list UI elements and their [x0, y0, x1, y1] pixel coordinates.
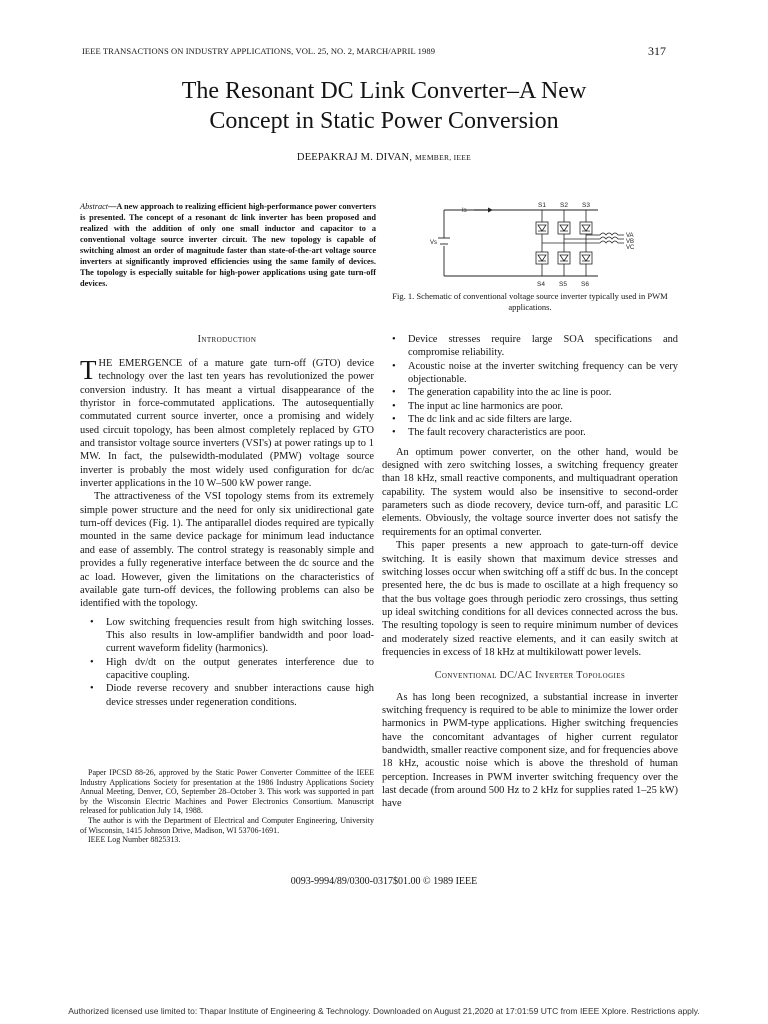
copyright-line: 0093-9994/89/0300-0317$01.00 © 1989 IEEE [290, 876, 478, 887]
footnote-author-affiliation: The author is with the Department of Electrical and Computer Engineering, University of Wisconsin, 1415 Johnson Drive, Madison, WI 53706-1691. [80, 815, 374, 835]
vsi-schematic-figure [430, 200, 640, 292]
abstract [80, 201, 376, 289]
drop-cap: T [80, 355, 97, 385]
paper-title [0, 76, 768, 136]
switch-label-s4: S4 [537, 281, 545, 288]
switch-label-s5: S5 [559, 281, 567, 288]
output-label-vb: VB [626, 239, 635, 245]
intro-body [80, 357, 374, 709]
optimum-converter-paragraph: An optimum power converter, on the other hand, would be designed with zero switching losses, a switching frequency greater than 18 kHz, small reactive components, and multiquadrant operation capability. The system would also be insensitive to second-order parameters such as diode recovery, device turn-off, and parasitic LC elements. Obviously, the voltage source inverter does not satisfy the requirements for an optimal converter. [382, 446, 678, 538]
left-column [80, 334, 374, 709]
list-item: • High dv/dt on the output generates interference due to capacitive coupling. [90, 656, 374, 681]
license-notice: Authorized licensed use limited to: Thapar Institute of Engineering & Technology. Downloaded on August 21,2020 at 17:01:59 UTC from IEEE Xplore. Restrictions apply. [68, 1006, 700, 1016]
introduction-heading: Introduction [197, 334, 257, 345]
list-item: • The generation capability into the ac line is poor. [392, 387, 612, 399]
footnote-log-number: IEEE Log Number 8825313. [88, 835, 181, 845]
bullet-icon: • [392, 360, 396, 372]
switch-label-s2: S2 [560, 202, 568, 209]
list-item: • Diode reverse recovery and snubber interactions cause high device stresses under regeneration conditions. [90, 683, 374, 708]
list-item: • The dc link and ac side filters are large. [392, 414, 572, 426]
title-line-2: Concept in Static Power Conversion [209, 108, 559, 134]
topologies-paragraph: As has long been recognized, a substantial increase in inverter switching frequency is required to be able to minimize the lower order harmonics in PWM-type applications. Higher switching frequencies have the concomitant advantages of higher current regulator bandwidth, smaller reactive component size, and for frequencies above 18 kHz, acoustic noise which is above the threshold of human perception. Increases in PWM inverter switching frequency over the last decade (from around 500 Hz to 2 kHz for supplies rated 1–25 kW) have [382, 691, 678, 810]
abstract-label: Abstract [80, 202, 109, 211]
author-membership: MEMBER, IEEE [414, 153, 472, 162]
bullet-icon: • [90, 616, 94, 628]
author-line [0, 152, 768, 163]
new-approach-paragraph: This paper presents a new approach to gate-turn-off device switching. It is easily shown that maximum device stresses and switching losses occur when switching off a stiff dc bus. In the concept presented here, the dc bus is made to oscillate at a high frequency so that the bus voltage goes through periodic zero crossings, thus setting up ideal switching conditions for all devices connected across the bus. The resulting topology is seen to require minimum number of devices and moderately sized reactive elements, and it can easily switch at frequencies in excess of 18 kHz at multikilowatt power levels. [382, 540, 678, 658]
bullet-icon: • [392, 334, 396, 345]
bullet-icon: • [392, 387, 396, 399]
output-label-va: VA [626, 233, 634, 239]
abstract-text: —A new approach to realizing efficient high-performance power converters is presented. The concept of a resonant dc link inverter has been proposed and realized with the addition of only one small inductor and capacitor to a conventional voltage source inverter circuit. The new topology is capable of switching almost an order of magnitude faster than state-of-the-art voltage source inverters at significantly improved efficiencies using the same family of devices. The topology is especially suitable for high-power applications using gate turn-off devices. [80, 202, 376, 288]
list-item: • Acoustic noise at the inverter switching frequency can be very objectionable. [392, 360, 678, 386]
footnote-paper-info: Paper IPCSD 88-26, approved by the Static Power Converter Committee of the IEEE Industry Applications Society for presentation at the 1986 Industry Applications Society Annual Meeting, Denver, CO, September 28–October 3. This work was supported in part by the Wisconsin Electric Machines and Power Electronics Consortium. Manuscript released for publication July 14, 1988. [80, 768, 374, 816]
list-item: • The input ac line harmonics are poor. [392, 400, 563, 412]
problem-list [80, 616, 374, 709]
figure-label-vs: Vs [430, 240, 438, 246]
switch-label-s6: S6 [581, 281, 589, 288]
intro-paragraph-2: The attractiveness of the VSI topology stems from its extremely simple power structure and the need for only six unidirectional gate turn-off devices (Fig. 1). The antiparallel diodes required are typically mounted in the same device package for minimum lead inductance and ease of assembly. The control strategy is reasonably simple and provides a fully regenerative interface between the dc source and the ac load. However, given the limitations on the characteristics of available gate turn-off devices, the following problems can also be identified with the topology. [80, 491, 374, 610]
problem-list-continued [382, 333, 678, 440]
bullet-icon: • [90, 683, 94, 695]
list-item: • Device stresses require large SOA specifications and compromise reliability. [392, 334, 678, 359]
switch-label-s3: S3 [582, 202, 590, 209]
figure-label-is: Is [462, 208, 467, 214]
footnotes [80, 768, 374, 845]
title-line-1: The Resonant DC Link Converter–A New [181, 78, 587, 104]
bullet-icon: • [392, 427, 396, 439]
intro-paragraph-1: THE EMERGENCE of a mature gate turn-off (GTO) device technology over the last ten years has revolutionized the power conversion industry. It has meant a virtual disappearance of the thyristor in force-commutated applications. The autosequentially commutated current source inverter, once a promising and widely used circuit topology, has been almost completely replaced by GTO and transistor voltage source inverters (VSI's) at power ratings up to 1 MW. In fact, the pulsewidth-modulated (PMW) voltage source inverter is probably the most widely used configuration for dc/ac inverter applications in the 10 W–500 kW power range. [80, 355, 374, 490]
author-name: DEEPAKRAJ M. DIVAN, [296, 152, 413, 163]
switch-label-s1: S1 [538, 202, 546, 209]
conventional-topologies-heading: Conventional DC/AC Inverter Topologies [434, 670, 626, 682]
figure-caption: Fig. 1. Schematic of conventional voltage source inverter typically used in PWM applications. [392, 291, 668, 312]
running-header: IEEE TRANSACTIONS ON INDUSTRY APPLICATIONS, VOL. 25, NO. 2, MARCH/APRIL 1989 [82, 46, 436, 56]
page-number: 317 [648, 44, 666, 58]
list-item: • The fault recovery characteristics are poor. [392, 427, 586, 439]
bullet-icon: • [392, 414, 396, 426]
output-label-vc: VC [626, 245, 635, 251]
list-item: • Low switching frequencies result from high switching losses. This also results in low-amplifier bandwidth and poor load-current waveform fidelity (harmonics). [90, 616, 374, 655]
bullet-icon: • [392, 400, 396, 412]
right-column [382, 333, 678, 811]
bullet-icon: • [90, 656, 94, 668]
